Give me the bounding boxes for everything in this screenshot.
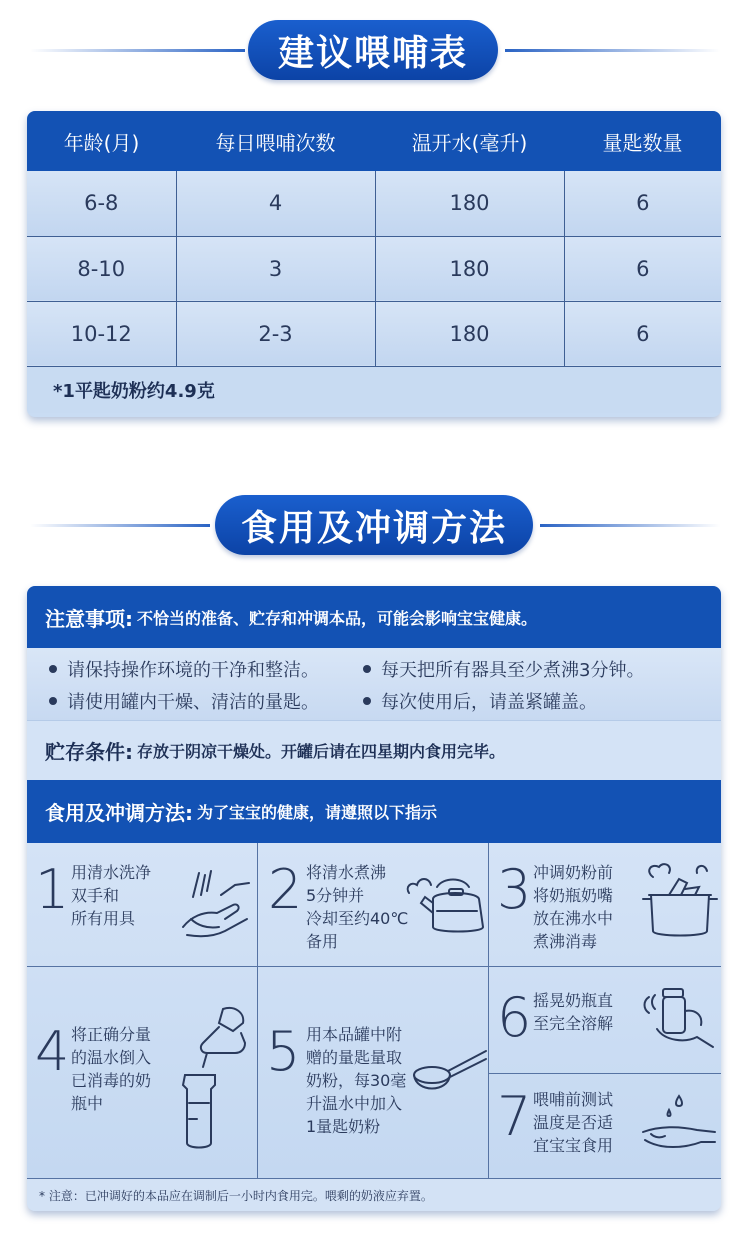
header-warm-water: 温开水(毫升) — [375, 111, 564, 171]
feeding-section-heading — [0, 20, 750, 80]
bullet-dot-icon — [49, 665, 57, 673]
step-text: 用清水洗净 双手和 所有用具 — [71, 863, 152, 928]
pour-water-bottle-icon — [175, 1005, 255, 1153]
cell-age: 6-8 — [27, 171, 176, 236]
list-item — [363, 688, 597, 714]
method-text: 为了宝宝的健康，请遵照以下指示 — [197, 803, 438, 822]
heading-divider-right — [540, 524, 720, 527]
header-feeds-per-day: 每日喂哺次数 — [176, 111, 375, 171]
step-2 — [258, 843, 488, 966]
cell-water: 180 — [375, 301, 564, 366]
step-number: 1 — [35, 858, 70, 921]
step-3 — [489, 843, 721, 966]
hand-washing-icon — [177, 865, 253, 945]
table-header-row — [27, 111, 721, 171]
caution-text: 不恰当的准备、贮存和冲调本品，可能会影响宝宝健康。 — [137, 608, 538, 628]
bullet-text: 每天把所有器具至少煮沸3分钟。 — [381, 660, 645, 681]
step-5 — [258, 967, 488, 1178]
table-row — [27, 301, 721, 366]
storage-row — [27, 720, 721, 780]
step-text: 冲调奶粉前 将奶瓶奶嘴 放在沸水中 煮沸消毒 — [533, 863, 614, 951]
heading-divider-left — [30, 524, 210, 527]
step-text: 喂哺前测试 温度是否适 宜宝宝食用 — [533, 1090, 614, 1155]
list-item — [49, 688, 319, 714]
cell-age: 10-12 — [27, 301, 176, 366]
step-text: 将正确分量 的温水倒入 已消毒的奶 瓶中 — [71, 1025, 152, 1113]
step-7 — [489, 1074, 721, 1178]
prep-title: 食用及冲调方法 — [215, 495, 533, 555]
step-number: 7 — [497, 1085, 532, 1148]
step-number: 5 — [266, 1020, 301, 1083]
shake-bottle-icon — [641, 985, 719, 1059]
step-1 — [27, 843, 257, 966]
list-item — [49, 656, 319, 682]
prep-card — [27, 586, 721, 1211]
header-age: 年龄(月) — [27, 111, 176, 171]
bullet-dot-icon — [363, 665, 371, 673]
step-text: 将清水煮沸 5分钟并 冷却至约40℃ 备用 — [306, 863, 409, 951]
cell-feeds: 4 — [176, 171, 375, 236]
boiling-pot-icon — [639, 861, 719, 945]
measuring-scoop-icon — [412, 1037, 488, 1107]
step-number: 2 — [268, 858, 303, 921]
caution-bullets — [27, 648, 721, 720]
table-row — [27, 236, 721, 301]
feeding-title: 建议喂哺表 — [248, 20, 498, 80]
step-number: 4 — [35, 1020, 70, 1083]
cell-water: 180 — [375, 171, 564, 236]
method-bar — [27, 780, 721, 843]
storage-text: 存放于阴凉干燥处。开罐后请在四星期内食用完毕。 — [137, 742, 506, 761]
bullet-text: 请使用罐内干燥、清洁的量匙。 — [67, 692, 319, 713]
method-label: 食用及冲调方法: — [45, 801, 193, 825]
cell-age: 8-10 — [27, 236, 176, 301]
cell-scoops: 6 — [564, 236, 721, 301]
feeding-table — [27, 111, 721, 367]
step-number: 6 — [497, 986, 532, 1049]
cell-feeds: 3 — [176, 236, 375, 301]
step-text: 用本品罐中附 赠的量匙量取 奶粉，每30毫 升温水中加入 1量匙奶粉 — [306, 1025, 407, 1136]
caution-label: 注意事项: — [45, 606, 133, 631]
step-number: 3 — [497, 858, 532, 921]
list-item — [363, 656, 644, 682]
heading-divider-right — [505, 49, 720, 52]
step-6 — [489, 967, 721, 1073]
header-scoops: 量匙数量 — [564, 111, 721, 171]
cell-water: 180 — [375, 236, 564, 301]
caution-bar — [27, 586, 721, 648]
heading-divider-left — [30, 49, 245, 52]
step-4 — [27, 967, 257, 1178]
step-text: 摇晃奶瓶直 至完全溶解 — [533, 991, 614, 1033]
steps-grid — [27, 843, 721, 1178]
cell-feeds: 2-3 — [176, 301, 375, 366]
scoop-weight-note: *1平匙奶粉约4.9克 — [27, 367, 721, 413]
storage-label: 贮存条件: — [45, 740, 133, 764]
footnote: * 注意：已冲调好的本品应在调制后一小时内食用完。喂剩的奶液应弃置。 — [27, 1178, 721, 1211]
kettle-icon — [403, 863, 487, 943]
bullet-dot-icon — [49, 697, 57, 705]
wrist-test-icon — [639, 1092, 719, 1162]
bullet-text: 请保持操作环境的干净和整洁。 — [67, 660, 319, 681]
cell-scoops: 6 — [564, 171, 721, 236]
prep-section-heading — [0, 495, 750, 555]
feeding-table-card — [27, 111, 721, 417]
bullet-text: 每次使用后，请盖紧罐盖。 — [381, 692, 597, 713]
bullet-dot-icon — [363, 697, 371, 705]
table-row — [27, 171, 721, 236]
cell-scoops: 6 — [564, 301, 721, 366]
